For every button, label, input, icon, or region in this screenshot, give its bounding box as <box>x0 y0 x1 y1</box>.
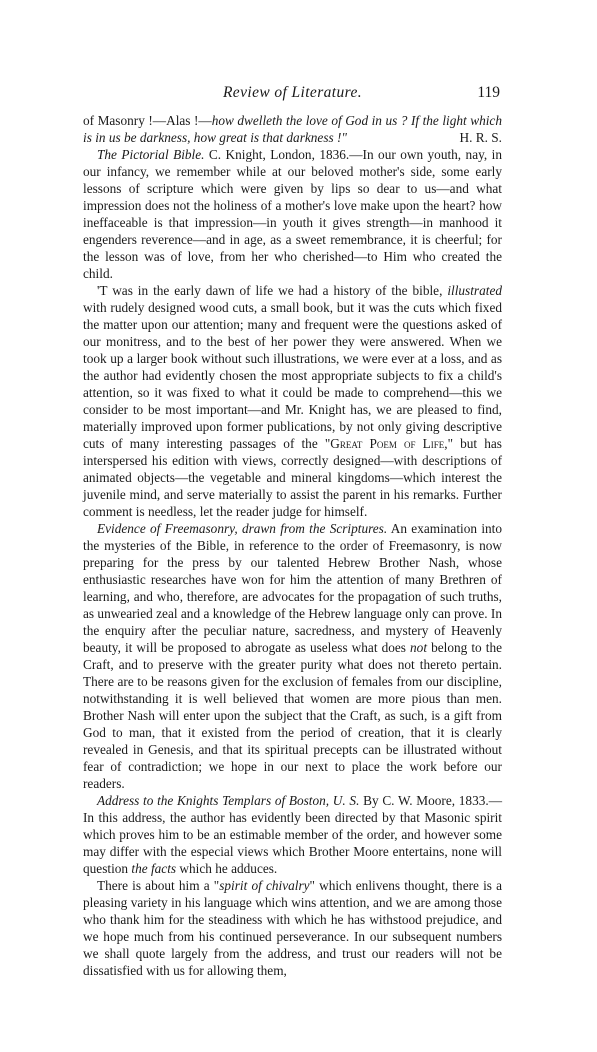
review-text: belong to the Craft, and to preserve with the greater purity what does not thereto pertain. There are to be reasons given for the exclusion of females from our discipline, notwithstanding it is well believed that women are more pious than men. Brother Nash will enter upon the subject that the Craft, as such, is a gift from God to man, that it existed from the period of creation, that it is clearly revealed in Genesis, and that its spiritual precepts can be illustrated without fear of contradiction; we hope in our next to place the work before our readers. <box>83 640 502 791</box>
review-text: C. Knight, London, 1836.—In our own youth, nay, in our infancy, we remember while at our beloved mother's side, some early lessons of scripture which were given by lips so dear to us—and what impression does not the holiness of a mother's love make upon the heart? how ineffaceable is that impression—in youth it gives strength—in manhood it engenders reverence—and in age, as a sweet remembrance, it is cheerful; for the lesson was of love, from her who cherished—to Him who created the child. <box>83 147 502 281</box>
page-number: 119 <box>477 84 500 101</box>
continuation-italic: how dwelleth the love of God in us ? If the light which is in us be darkness, how great is that darkness !" <box>83 113 502 145</box>
running-header <box>83 84 502 110</box>
review-evidence-freemasonry <box>83 520 502 792</box>
review-pictorial-bible <box>83 146 502 282</box>
review-italic-word: the facts <box>131 861 177 876</box>
review-text: 'T was in the early dawn of life we had a history of the bible, <box>97 283 448 298</box>
review-text: with rudely designed wood cuts, a small book, but it was the cuts which fixed the matter upon our attention; many and frequent were the questions asked of our monitress, and to the best of her power they were answered. When we took up a larger book without such illustrations, we were ever at a loss, and as the author had evidently chosen the most appropriate subjects to fix a child's attention, so it was fixed to what it could be made to comprehend—this we consider to be most important—and Mr. Knight has, we are pleased to find, materially improved upon former publications, by not only giving descriptive cuts of many interesting passages of the " <box>83 300 502 451</box>
review-text: There is about him a " <box>97 878 220 893</box>
review-italic-word: not <box>410 640 428 655</box>
running-title: Review of Literature. <box>222 84 363 101</box>
review-address-continued <box>83 877 502 979</box>
review-text: By C. W. Moore, 1833.—In this address, the author has evidently been directed by that Masonic spirit which proves him to be an estimable member of the order, and however some may differ with the especial views which Brother Moore entertains, none will question <box>83 793 502 876</box>
review-text: An examination into the mysteries of the Bible, in reference to the order of Freemasonry, is now preparing for the press by our talented Hebrew Brother Nash, whose enthusiastic researches have won for him the attention of many Brethren of learning, and who, therefore, are advocates for the propagation of such truths, as unwearied zeal and a knowledge of the Hebrew language only can prove. In the enquiry after the peculiar nature, sacredness, and mystery of Heavenly beauty, it will be proposed to abrogate as useless what does <box>83 521 502 655</box>
author-signature: H. R. S. <box>459 130 502 145</box>
review-italic-phrase: spirit of chivalry <box>219 878 310 893</box>
review-title: Address to the Knights Templars of Boston, U. S. <box>97 793 360 808</box>
review-address-knights-templars <box>83 792 502 877</box>
continuation-paragraph <box>83 112 502 146</box>
review-smallcaps-phrase: Great Poem of Life <box>330 436 445 451</box>
body-text <box>83 112 502 979</box>
review-text: which he adduces. <box>176 861 278 876</box>
review-text: " which enlivens thought, there is a pleasing variety in his language which wins attention, and we are among those who thank him for the steadiness with which he has withstood prejudice, and we hope much from his continued perseverance. In our subsequent numbers we shall quote largely from the address, and trust our readers will not be dissatisfied with us for allowing them, <box>83 878 503 978</box>
review-title: The Pictorial Bible. <box>97 147 205 162</box>
review-text: ," but has interspersed his edition with views, correctly designed—with descriptions of animated objects—the vegetable and mineral kingdoms—which interest the juvenile mind, and serve materially to assist the parent in his remarks. Further comment is needless, let the reader judge for himself. <box>83 436 502 519</box>
continuation-text: of Masonry !—Alas !— <box>83 113 212 128</box>
review-italic-word: illustrated <box>447 283 502 298</box>
review-pictorial-bible-continued <box>83 282 502 520</box>
review-title: Evidence of Freemasonry, drawn from the Scriptures. <box>97 521 388 536</box>
